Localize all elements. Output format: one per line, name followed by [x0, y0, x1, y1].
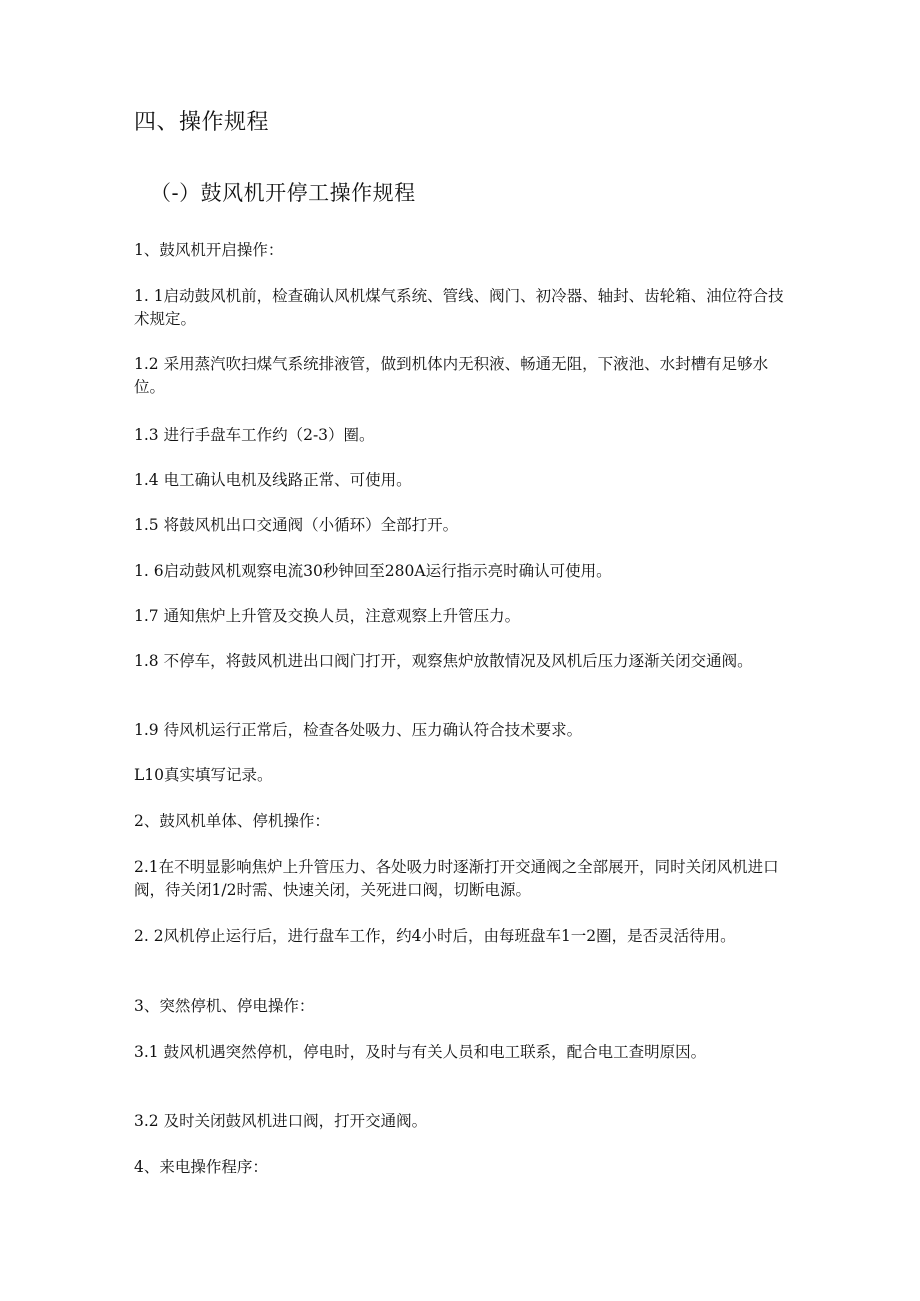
step-1-5: 1.5 将鼓风机出口交通阀（小循环）全部打开。 — [134, 516, 459, 534]
step-1-2: 1.2 采用蒸汽吹扫煤气系统排液管，做到机体内无积液、畅通无阻，下液池、水封槽有足够水位。 — [134, 355, 769, 396]
step-3-heading: 3、突然停机、停电操作： — [134, 997, 315, 1015]
section-title: 四、操作规程 — [134, 110, 270, 135]
subsection-title: （-）鼓风机开停工操作规程 — [150, 181, 416, 205]
step-1-1: 1. 1启动鼓风机前，检查确认风机煤气系统、管线、阀门、初冷器、轴封、齿轮箱、油位符合技术规定。 — [134, 287, 784, 328]
step-1-8: 1.8 不停车，将鼓风机进出口阀门打开，观察焦炉放散情况及风机后压力逐渐关闭交通阀。 — [134, 652, 753, 670]
step-2-1: 2.1在不明显影响焦炉上升管压力、各处吸力时逐渐打开交通阀之全部展开，同时关闭风机进口阀，待关闭1/2时需、快速关闭，关死进口阀，切断电源。 — [134, 858, 779, 899]
step-4-heading: 4、来电操作程序： — [134, 1158, 268, 1176]
step-1-4: 1.4 电工确认电机及线路正常、可使用。 — [134, 471, 412, 489]
step-2-heading: 2、鼓风机单体、停机操作： — [134, 812, 330, 830]
step-2-2: 2. 2风机停止运行后，进行盘车工作，约4小时后，由每班盘车1一2圈，是否灵活待用。 — [134, 927, 736, 945]
step-1-3: 1.3 进行手盘车工作约（2-3）圈。 — [134, 426, 375, 444]
step-3-1: 3.1 鼓风机遇突然停机，停电时，及时与有关人员和电工联系，配合电工查明原因。 — [134, 1043, 707, 1061]
step-1-9: 1.9 待风机运行正常后，检查各处吸力、压力确认符合技术要求。 — [134, 721, 583, 739]
step-3-2: 3.2 及时关闭鼓风机进口阀，打开交通阀。 — [134, 1112, 428, 1130]
step-1-heading: 1、鼓风机开启操作： — [134, 241, 284, 259]
step-1-6: 1. 6启动鼓风机观察电流30秒钟回至280A运行指示亮时确认可使用。 — [134, 562, 612, 580]
step-1-7: 1.7 通知焦炉上升管及交换人员，注意观察上升管压力。 — [134, 607, 521, 625]
step-1-10: L10真实填写记录。 — [134, 766, 273, 784]
